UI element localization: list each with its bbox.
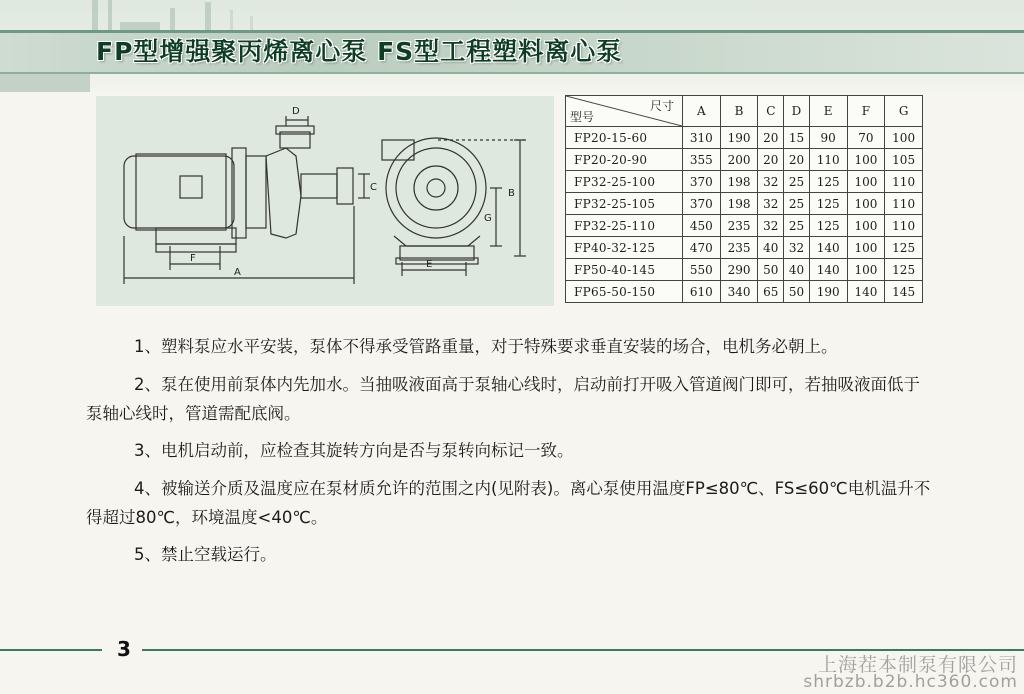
pump-casing-front bbox=[386, 138, 486, 238]
page-title: FP型增强聚丙烯离心泵 FS型工程塑料离心泵 bbox=[96, 37, 623, 66]
table-cell: 310 bbox=[683, 127, 721, 149]
table-row bbox=[566, 237, 923, 259]
table-cell: 25 bbox=[784, 171, 810, 193]
table-cell: 100 bbox=[847, 171, 885, 193]
table-row bbox=[566, 259, 923, 281]
table-cell: 140 bbox=[809, 259, 847, 281]
table-cell: 90 bbox=[809, 127, 847, 149]
page-number: 3 bbox=[117, 637, 131, 661]
installation-notes bbox=[86, 332, 936, 578]
table-cell: 198 bbox=[720, 193, 758, 215]
note-item: 5、禁止空载运行。 bbox=[134, 545, 277, 564]
table-row bbox=[566, 149, 923, 171]
dim-label-b: B bbox=[508, 188, 515, 199]
front-discharge bbox=[382, 140, 414, 160]
table-cell: 125 bbox=[809, 215, 847, 237]
table-cell: 20 bbox=[758, 149, 784, 171]
model-cell: FP50-40-145 bbox=[566, 259, 683, 281]
table-cell: 140 bbox=[809, 237, 847, 259]
table-cell: 200 bbox=[720, 149, 758, 171]
dimension-table bbox=[565, 95, 923, 303]
corner-label-dimension: 尺寸 bbox=[649, 99, 674, 113]
table-cell: 50 bbox=[758, 259, 784, 281]
table-cell: 32 bbox=[758, 215, 784, 237]
table-cell: 145 bbox=[885, 281, 923, 303]
table-cell: 125 bbox=[809, 171, 847, 193]
table-cell: 110 bbox=[885, 193, 923, 215]
model-cell: FP20-20-90 bbox=[566, 149, 683, 171]
table-cell: 235 bbox=[720, 237, 758, 259]
table-cell: 105 bbox=[885, 149, 923, 171]
motor-fins bbox=[136, 154, 226, 230]
table-cell: 100 bbox=[847, 149, 885, 171]
table-cell: 20 bbox=[784, 149, 810, 171]
column-header: E bbox=[809, 96, 847, 127]
table-cell: 20 bbox=[758, 127, 784, 149]
table-cell: 550 bbox=[683, 259, 721, 281]
table-cell: 100 bbox=[847, 237, 885, 259]
table-cell: 100 bbox=[847, 215, 885, 237]
table-cell: 125 bbox=[885, 259, 923, 281]
dim-label-g: G bbox=[484, 213, 492, 224]
column-header: A bbox=[683, 96, 721, 127]
title-stripe-bottom-line bbox=[0, 72, 1024, 74]
table-row bbox=[566, 171, 923, 193]
column-header: D bbox=[784, 96, 810, 127]
table-cell: 65 bbox=[758, 281, 784, 303]
table-cell: 25 bbox=[784, 215, 810, 237]
table-row bbox=[566, 215, 923, 237]
table-cell: 32 bbox=[758, 171, 784, 193]
table-cell: 450 bbox=[683, 215, 721, 237]
watermark-url: shrbzb.b2b.hc360.com bbox=[803, 672, 1018, 692]
table-cell: 140 bbox=[847, 281, 885, 303]
table-cell: 25 bbox=[784, 193, 810, 215]
dim-label-f: F bbox=[190, 253, 196, 264]
note-item: 4、被输送介质及温度应在泵材质允许的范围之内(见附表)。离心泵使用温度FP≤80℃、FS≤60℃电机温升不得超过80℃，环境温度<40℃。 bbox=[86, 478, 931, 527]
table-row bbox=[566, 127, 923, 149]
note-item: 3、电机启动前，应检查其旋转方向是否与泵转向标记一致。 bbox=[134, 441, 574, 460]
table-cell: 125 bbox=[885, 237, 923, 259]
dim-label-c: C bbox=[370, 182, 377, 193]
pump-dimension-drawing bbox=[96, 96, 554, 306]
table-cell: 32 bbox=[784, 237, 810, 259]
model-cell: FP65-50-150 bbox=[566, 281, 683, 303]
column-header: F bbox=[847, 96, 885, 127]
note-item: 2、泵在使用前泵体内先加水。当抽吸液面高于泵轴心线时，启动前打开吸入管道阀门即可，若抽吸液面低于泵轴心线时，管道需配底阀。 bbox=[86, 374, 920, 423]
model-cell: FP32-25-100 bbox=[566, 171, 683, 193]
table-cell: 110 bbox=[809, 149, 847, 171]
terminal-box bbox=[180, 176, 202, 198]
table-cell: 610 bbox=[683, 281, 721, 303]
column-header: C bbox=[758, 96, 784, 127]
table-cell: 370 bbox=[683, 171, 721, 193]
table-cell: 110 bbox=[885, 215, 923, 237]
table-cell: 100 bbox=[885, 127, 923, 149]
dim-label-e: E bbox=[426, 259, 433, 270]
table-cell: 110 bbox=[885, 171, 923, 193]
table-cell: 235 bbox=[720, 215, 758, 237]
dim-label-a: A bbox=[234, 267, 241, 278]
watermark-company: 上海茬本制泵有限公司 bbox=[817, 654, 1018, 676]
column-header: B bbox=[720, 96, 758, 127]
table-cell: 100 bbox=[847, 259, 885, 281]
corner-label-model: 型号 bbox=[570, 110, 595, 124]
table-cell: 290 bbox=[720, 259, 758, 281]
table-row bbox=[566, 193, 923, 215]
table-cell: 40 bbox=[758, 237, 784, 259]
dim-label-d: D bbox=[292, 106, 300, 117]
motor-body bbox=[124, 156, 234, 228]
table-cell: 40 bbox=[784, 259, 810, 281]
table-corner-cell bbox=[566, 96, 683, 127]
table-cell: 50 bbox=[784, 281, 810, 303]
table-cell: 198 bbox=[720, 171, 758, 193]
suction-nozzle bbox=[301, 174, 337, 198]
model-cell: FP40-32-125 bbox=[566, 237, 683, 259]
table-cell: 340 bbox=[720, 281, 758, 303]
table-cell: 190 bbox=[809, 281, 847, 303]
table-row bbox=[566, 281, 923, 303]
table-cell: 190 bbox=[720, 127, 758, 149]
table-cell: 100 bbox=[847, 193, 885, 215]
table-cell: 370 bbox=[683, 193, 721, 215]
table-cell: 355 bbox=[683, 149, 721, 171]
model-cell: FP20-15-60 bbox=[566, 127, 683, 149]
table-cell: 15 bbox=[784, 127, 810, 149]
table-cell: 70 bbox=[847, 127, 885, 149]
table-cell: 32 bbox=[758, 193, 784, 215]
title-stripe-top-line bbox=[0, 30, 1024, 33]
pump-casing-side bbox=[266, 148, 301, 238]
footer-rule-left bbox=[0, 649, 102, 651]
table-cell: 125 bbox=[809, 193, 847, 215]
table-header-row bbox=[566, 96, 923, 127]
table-cell: 470 bbox=[683, 237, 721, 259]
model-cell: FP32-25-105 bbox=[566, 193, 683, 215]
model-cell: FP32-25-110 bbox=[566, 215, 683, 237]
note-item: 1、塑料泵应水平安装，泵体不得承受管路重量，对于特殊要求垂直安装的场合，电机务必朝上。 bbox=[134, 337, 838, 356]
column-header: G bbox=[885, 96, 923, 127]
